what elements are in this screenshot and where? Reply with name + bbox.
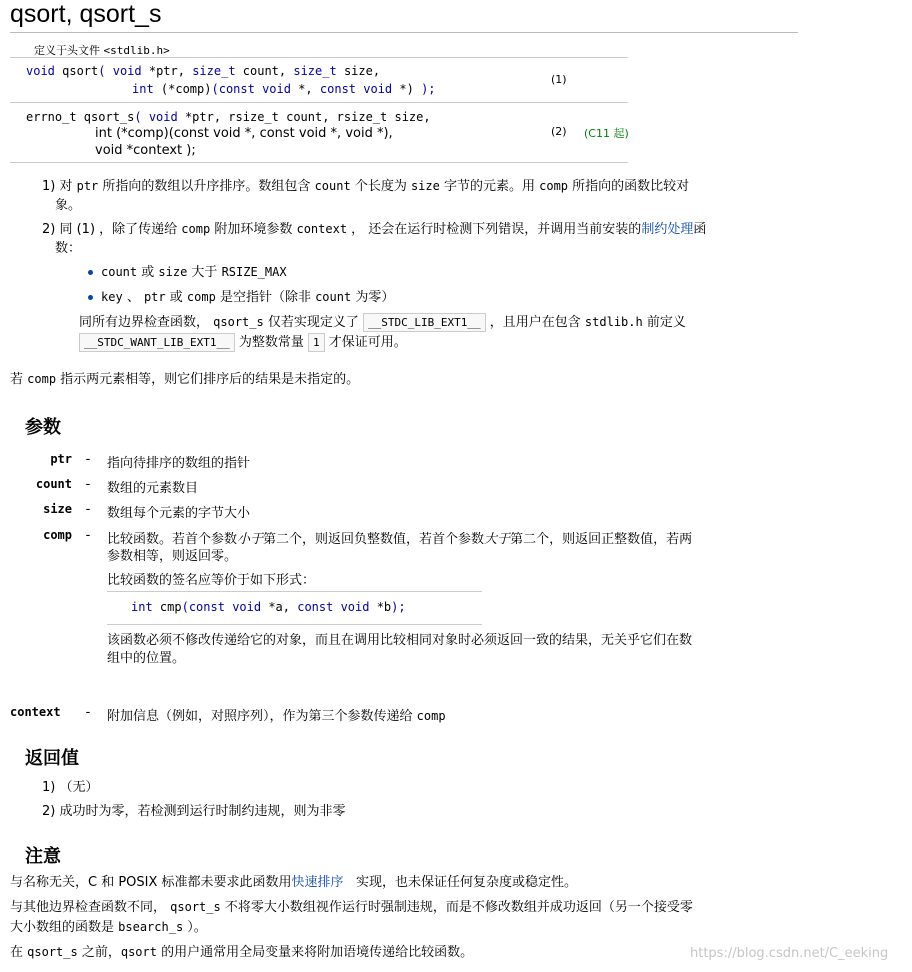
text-segment: qsort_s [170,900,221,914]
text-segment: ( [211,82,219,96]
decl2-line1 [26,110,431,124]
text-segment: *ptr, [141,64,193,78]
param-comp-note-line2: 组中的位置。 [107,651,186,666]
text-segment: 指示两元素相等，则它们排序后的结果是未指定的。 [56,372,360,387]
text-segment: 1) 对 [42,179,77,194]
text-segment: errno_t qsort_s [26,110,135,124]
text-segment: bsearch_s [118,920,184,934]
text-segment: comp [416,709,446,723]
quicksort-link[interactable]: 快速排序 [291,875,344,890]
notes-line3 [10,916,207,935]
bounds-line1: 同所有边界检查函数， qsort_s 仅若实现定义了 __STDC_LIB_EXT1__ ，且用户在包含 stdlib.h 前定义 [79,315,686,330]
text-segment: const [319,82,357,96]
text-segment: const [218,82,255,96]
text-segment: 不将零大小数组视作运行时强制违规，而是不修改数组并成功返回（另一个接受零 [220,900,693,915]
text-segment: 2) 同 (1) ，除了传递给 [42,222,182,237]
header-info [34,42,170,58]
notes-line4 [10,941,473,960]
since-c11-badge: (C11 起) [584,127,629,140]
text-segment: count [101,265,138,279]
decl2-number: (2) [551,125,567,138]
text-segment: const [297,600,334,614]
constraint-handler-link[interactable]: 制约处理 [641,222,694,237]
text-segment: *) [392,82,422,96]
decl1-number: (1) [551,73,567,86]
text-segment: 若 [10,372,28,387]
param-dash: - [85,502,91,517]
text-segment: *b [369,600,392,614]
text-segment: void [262,82,291,96]
text-segment: size [158,265,188,279]
text-segment: ); [391,600,406,614]
notes-line2 [10,896,693,915]
bullet-text [101,265,287,280]
text-segment: qsort [54,64,99,78]
param-context-desc [107,705,446,724]
text-segment: 所指向的函数比较对 [568,179,690,194]
macro-want-lib-ext1: __STDC_WANT_LIB_EXT1__ [79,333,235,352]
title-divider [10,32,798,33]
param-comp-name: comp [43,528,72,542]
decl-divider-top [10,57,628,58]
text-segment: 个长度为 [350,179,411,194]
comp-signature-box [107,591,482,625]
text-segment: (*comp) [153,82,212,96]
comp-signature [131,600,406,614]
decl2-line3: void *context ); [95,143,196,158]
decl-divider-bottom [10,162,628,163]
return-item-1: 1) （无） [42,780,99,795]
text-segment: comp [181,222,211,236]
desc2-line2: 数： [55,241,82,256]
param-dash: - [85,528,91,543]
text-segment: int [131,600,153,614]
text-segment: size_t [192,64,236,78]
return-heading: 返回值 [25,748,79,769]
bounds-line2: __STDC_WANT_LIB_EXT1__ 为整数常量 1 才保证可用。 [79,331,407,352]
text-segment: ( [134,110,149,124]
param-context-name: context [10,705,61,719]
equal-note [10,368,359,387]
text-segment: void [26,64,55,78]
text-segment: qsort [120,945,157,959]
text-segment: qsort_s [27,945,78,959]
param-ptr-desc: 指向待排序的数组的指针 [107,456,251,471]
desc1-line1 [42,175,689,194]
bullet-item [88,286,394,305]
text-segment: 或 [165,290,187,305]
desc2-after-link: 函 [693,222,707,237]
text-segment [333,600,340,614]
text-segment: 的用户通常用全局变量来将附加语境传递给比较函数。 [156,945,474,960]
desc2-text [42,222,641,237]
text-segment: ， 还会在运行时检测下列错误，并调用当前安装的 [347,222,642,237]
text-segment: void [363,82,393,96]
param-ptr-name: ptr [50,452,72,466]
text-segment: ); [421,82,436,96]
text-segment: *, [290,82,320,96]
text-segment: void [340,600,370,614]
text-segment: 与其他边界检查函数不同， [10,900,171,915]
text-segment: 或 [137,265,159,280]
decl1-line2 [132,82,436,96]
bullet-text [101,290,394,305]
desc2-line1 [42,218,706,237]
bullet-dot [88,295,93,300]
decl2-line2: int (*comp)(const void *, const void *, void *), [95,126,393,141]
text-segment: void [112,64,142,78]
text-segment: 大小数组的函数是 [10,920,119,935]
text-segment: 为零） [351,290,395,305]
constant-one: 1 [308,333,325,352]
text-segment: ( [181,600,189,614]
text-segment: count, [235,64,294,78]
param-size-desc: 数组每个元素的字节大小 [107,506,251,521]
text-segment: comp [27,372,57,386]
text-segment: size_t [293,64,337,78]
text-segment: count [315,290,352,304]
param-dash: - [85,705,91,720]
param-dash: - [85,452,91,467]
text-segment: ( [98,64,113,78]
text-segment: 大于 [187,265,222,280]
text-segment: void [232,600,262,614]
text-segment: void [148,110,178,124]
text-segment [255,82,262,96]
text-segment: comp [186,290,216,304]
header-name: <stdlib.h> [103,44,170,57]
params-heading: 参数 [25,417,61,438]
text-segment: ptr [143,290,166,304]
param-comp-note-line1: 该函数必须不修改传递给它的对象，而且在调用比较相同对象时必须返回一致的结果，无关乎它们在数 [107,633,693,648]
text-segment: *a, [261,600,298,614]
text-segment: RSIZE_MAX [221,265,287,279]
watermark-text: https://blog.csdn.net/C_eeking [690,946,889,961]
return-item-2: 2) 成功时为零，若检测到运行时制约违规，则为非零 [42,804,346,819]
text-segment: context [296,222,348,236]
macro-lib-ext1: __STDC_LIB_EXT1__ [363,313,486,332]
text-segment: int [132,82,154,96]
param-count-desc: 数组的元素数目 [107,481,199,496]
text-segment: *ptr, rsize_t count, rsize_t size, [177,110,431,124]
param-count-name: count [35,477,72,491]
param-dash: - [85,477,91,492]
notes-line1: 与名称无关，C 和 POSIX 标准都未要求此函数用快速排序 实现，也未保证任何复杂度或稳定性。 [10,875,577,890]
decl-divider-mid [10,102,628,103]
text-segment: 之前， [77,945,121,960]
bullet-item [88,261,287,280]
text-segment: comp [539,179,569,193]
text-segment: key [101,290,123,304]
text-segment: 附加信息（例如，对照序列），作为第三个参数传递给 [107,709,417,724]
text-segment: const [188,600,225,614]
text-segment: 字节的元素。用 [439,179,540,194]
text-segment: 在 [10,945,28,960]
notes-heading: 注意 [25,846,61,867]
text-segment: 所指向的数组以升序排序。数组包含 [98,179,315,194]
param-comp-sig-intro: 比较函数的签名应等价于如下形式： [107,573,316,588]
param-size-name: size [43,502,72,516]
text-segment: cmp [152,600,182,614]
text-segment: 、 [122,290,144,305]
text-segment: size [410,179,440,193]
bullet-dot [88,270,93,275]
defined-in-label: 定义于头文件 [34,44,100,57]
desc1-line2: 象。 [55,198,82,213]
param-comp-desc-line1: 比较函数。若首个参数小于第二个，则返回负整数值，若首个参数大于第二个，则返回正整数值，若两 [107,532,693,547]
text-segment: 是空指针（除非 [215,290,316,305]
page-title: qsort, qsort_s [10,0,162,28]
text-segment: ptr [76,179,99,193]
text-segment: 附加环境参数 [210,222,297,237]
text-segment: size, [336,64,381,78]
text-segment: ）。 [183,920,207,935]
decl1-line1 [26,64,380,78]
text-segment: count [314,179,351,193]
param-comp-desc-line2: 参数相等，则返回零。 [107,549,238,564]
